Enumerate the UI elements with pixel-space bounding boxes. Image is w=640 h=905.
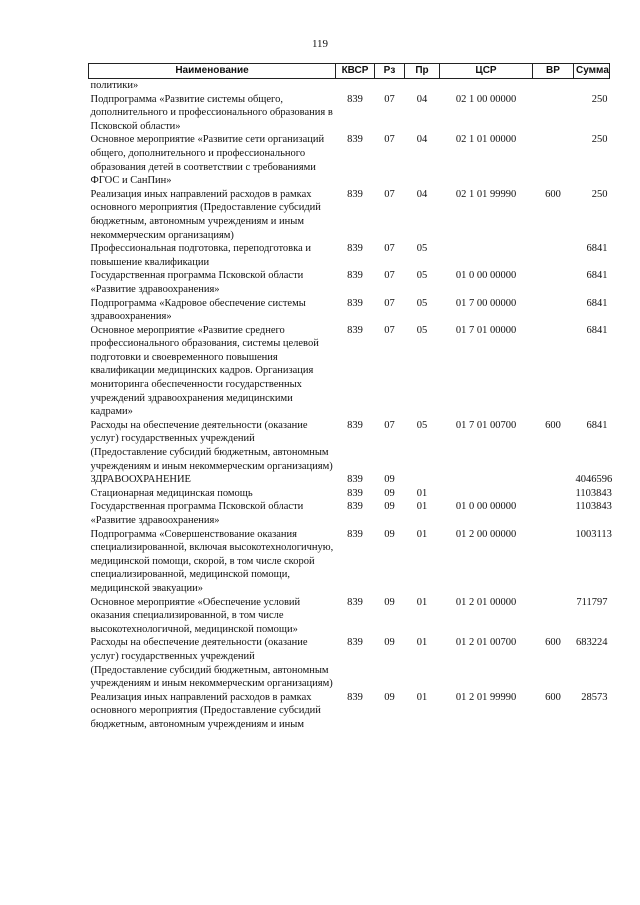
cell-kvsr: 839 (347, 188, 363, 200)
cell-rz: 09 (384, 596, 395, 608)
cell-sum (574, 79, 610, 93)
cell-kvsr: 839 (347, 474, 363, 486)
cell-rz (375, 79, 405, 93)
header-rz: Рз (375, 64, 405, 79)
cell-vr (533, 324, 574, 419)
cell-rz: 07 (384, 93, 395, 105)
cell-sum: 250 (591, 93, 608, 105)
cell-kvsr: 839 (347, 637, 363, 649)
table-row (89, 473, 610, 487)
cell-name: Государственная программа Псковской области «Развитие здравоохранения» (90, 501, 304, 526)
table-body (89, 79, 613, 732)
cell-pr: 01 (416, 528, 428, 540)
cell-kvsr: 839 (347, 691, 363, 703)
cell-vr (533, 487, 574, 501)
header-vr: ВР (533, 64, 574, 79)
table-row (89, 188, 610, 242)
cell-name: Основное мероприятие «Обеспечение условий оказания специализированной, в том числе высокотехнологичной, медицинской помощи» (90, 596, 301, 635)
cell-name: Расходы на обеспечение деятельности (оказание услуг) государственных учреждений (Предоставление субсидий бюджетным, автономным учреждениям и иным некоммерческим организациям) (90, 419, 333, 472)
header-name: Наименование (89, 64, 336, 79)
table-row (89, 133, 610, 187)
cell-kvsr: 839 (347, 596, 363, 608)
cell-sum: 683224 (576, 637, 608, 649)
cell-sum: 6841 (586, 270, 608, 282)
cell-sum: 250 (591, 134, 608, 146)
cell-pr: 01 (416, 691, 428, 703)
cell-rz: 07 (384, 134, 395, 146)
cell-name: Реализация иных направлений расходов в рамках основного мероприятия (Предоставление субсидий бюджетным, автономным учреждениям и иным (90, 691, 321, 730)
cell-pr: 05 (416, 297, 428, 309)
cell-csr: 01 7 00 00000 (455, 297, 517, 309)
cell-csr: 02 1 01 00000 (455, 134, 517, 146)
cell-kvsr: 839 (347, 419, 363, 431)
cell-vr (533, 473, 574, 487)
table-header (89, 64, 610, 79)
cell-pr: 04 (416, 188, 428, 200)
cell-sum: 6841 (586, 419, 608, 431)
cell-pr: 04 (416, 93, 428, 105)
header-kvsr: КВСР (336, 64, 375, 79)
table-row (89, 487, 610, 501)
header-csr: ЦСР (440, 64, 533, 79)
cell-pr: 01 (416, 596, 428, 608)
cell-sum: 6841 (586, 297, 608, 309)
cell-name: Стационарная медицинская помощь (90, 487, 253, 499)
cell-csr: 02 1 00 00000 (455, 93, 517, 105)
cell-kvsr: 839 (347, 270, 363, 282)
cell-kvsr: 839 (347, 243, 363, 255)
cell-name: Подпрограмма «Развитие системы общего, дополнительного и профессионального образования в Псковской области» (90, 93, 333, 132)
cell-rz: 09 (384, 474, 395, 486)
cell-vr (533, 79, 574, 93)
cell-csr: 02 1 01 99990 (455, 188, 517, 200)
table-row (89, 500, 610, 527)
cell-sum: 711797 (576, 596, 608, 608)
cell-kvsr: 839 (347, 297, 363, 309)
cell-kvsr: 839 (347, 134, 363, 146)
cell-csr: 01 0 00 00000 (455, 501, 517, 513)
cell-rz: 09 (384, 501, 395, 513)
header-row (89, 64, 610, 79)
cell-sum: 1103843 (575, 487, 612, 499)
cell-rz: 09 (384, 691, 395, 703)
cell-vr (533, 133, 574, 187)
cell-rz: 07 (384, 419, 395, 431)
cell-pr (405, 79, 440, 93)
budget-table (88, 63, 613, 732)
cell-name: Основное мероприятие «Развитие сети организаций общего, дополнительного и профессионального образования детей в соответствии с требованиями ФГОС и СанПин» (90, 134, 325, 187)
cell-kvsr: 839 (347, 501, 363, 513)
cell-csr (440, 242, 533, 269)
header-pr: Пр (405, 64, 440, 79)
cell-csr (440, 473, 533, 487)
cell-sum: 4046596 (575, 474, 613, 486)
cell-csr: 01 7 01 00700 (455, 419, 517, 431)
cell-csr: 01 2 01 99990 (455, 691, 517, 703)
cell-vr (533, 528, 574, 596)
cell-name: ЗДРАВООХРАНЕНИЕ (90, 474, 191, 486)
cell-pr: 01 (416, 501, 428, 513)
cell-name: Подпрограмма «Совершенствование оказания специализированной, включая высокотехнологичную, медицинской помощи, скорой, в том числе скорой специализированной, медицинской помощи, медицинской эвакуации» (90, 528, 334, 594)
table-row (89, 691, 610, 732)
cell-name: Расходы на обеспечение деятельности (оказание услуг) государственных учреждений (Предоставление субсидий бюджетным, автономным учреждениям и иным некоммерческим организациям) (90, 637, 333, 690)
table-row (89, 324, 610, 419)
cell-rz: 07 (384, 188, 395, 200)
cell-csr: 01 0 00 00000 (455, 270, 517, 282)
table-row (89, 596, 610, 637)
table-row (89, 636, 610, 690)
cell-name: Основное мероприятие «Развитие среднего профессионального образования, системы целевой подготовки и своевременного повышения квалификации медицинских кадров. Организация мониторинга обеспеченности государственных учреждений здравоохранения медицинскими кадрами» (90, 324, 319, 418)
cell-vr (533, 596, 574, 637)
cell-rz: 07 (384, 297, 395, 309)
cell-rz: 09 (384, 637, 395, 649)
cell-sum: 28573 (581, 691, 608, 703)
cell-rz: 09 (384, 487, 395, 499)
cell-sum: 1003113 (575, 528, 612, 540)
cell-name: Государственная программа Псковской области «Развитие здравоохранения» (90, 270, 304, 295)
cell-csr: 01 2 00 00000 (455, 528, 517, 540)
cell-csr (440, 79, 533, 93)
table-row (89, 93, 610, 134)
cell-vr (533, 269, 574, 296)
cell-pr: 01 (416, 487, 428, 499)
cell-csr: 01 2 01 00000 (455, 596, 517, 608)
cell-sum: 250 (591, 188, 608, 200)
cell-rz: 07 (384, 324, 395, 336)
page-number: 119 (311, 38, 329, 50)
cell-name: Подпрограмма «Кадровое обеспечение системы здравоохранения» (90, 297, 306, 323)
cell-csr: 01 2 01 00700 (455, 637, 517, 649)
cell-pr: 05 (416, 243, 428, 255)
cell-kvsr: 839 (347, 324, 363, 336)
cell-rz: 07 (384, 243, 395, 255)
cell-pr: 05 (416, 270, 428, 282)
cell-kvsr (336, 79, 375, 93)
cell-name: Реализация иных направлений расходов в рамках основного мероприятия (Предоставление субсидий бюджетным, автономным учреждениям и иным некоммерческим организациям) (90, 188, 321, 241)
table-row (89, 419, 610, 473)
cell-csr (440, 487, 533, 501)
table-row (89, 297, 610, 324)
cell-pr: 01 (416, 637, 428, 649)
cell-kvsr: 839 (347, 93, 363, 105)
cell-pr: 04 (416, 134, 428, 146)
cell-kvsr: 839 (347, 528, 363, 540)
cell-csr: 01 7 01 00000 (455, 324, 517, 336)
header-sum: Сумма (574, 64, 610, 79)
cell-vr (533, 93, 574, 134)
cell-name: политики» (90, 80, 139, 91)
table-row (89, 79, 610, 93)
cell-vr (533, 297, 574, 324)
cell-sum: 6841 (586, 324, 608, 336)
cell-rz: 07 (384, 270, 395, 282)
cell-pr (405, 473, 440, 487)
cell-vr: 600 (545, 188, 561, 200)
cell-vr (533, 500, 574, 527)
table-row (89, 242, 610, 269)
cell-kvsr: 839 (347, 487, 363, 499)
table-row (89, 528, 610, 596)
cell-rz: 09 (384, 528, 395, 540)
cell-sum: 6841 (586, 243, 608, 255)
cell-vr (533, 242, 574, 269)
cell-pr: 05 (416, 324, 428, 336)
table-row (89, 269, 610, 296)
cell-sum: 1103843 (575, 501, 612, 513)
cell-pr: 05 (416, 419, 428, 431)
cell-vr: 600 (545, 637, 561, 649)
cell-vr: 600 (545, 691, 561, 703)
cell-name: Профессиональная подготовка, переподготовка и повышение квалификации (90, 243, 311, 268)
cell-vr: 600 (545, 419, 561, 431)
